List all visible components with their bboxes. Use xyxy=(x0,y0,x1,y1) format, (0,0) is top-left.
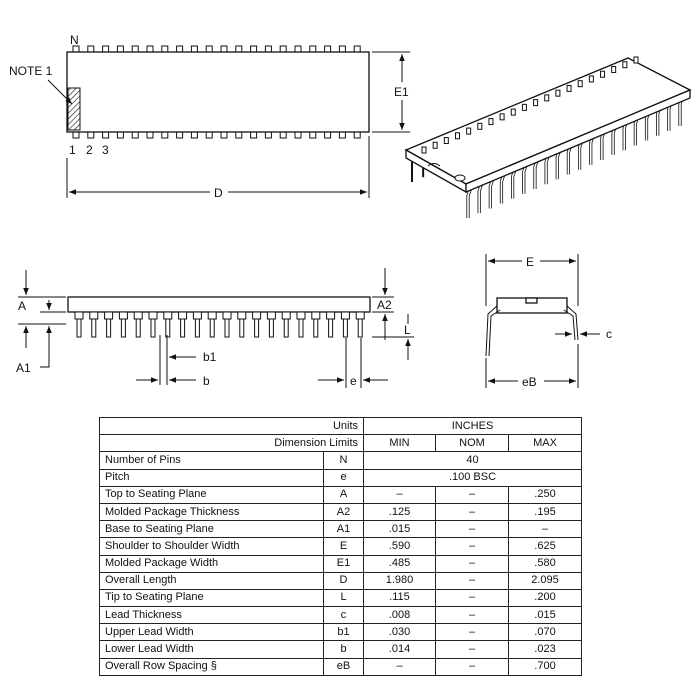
top-pin-upper xyxy=(132,46,138,52)
cell-characteristic: Lower Lead Width xyxy=(100,641,324,658)
cell-nom: – xyxy=(436,503,509,520)
side-pin-lead xyxy=(92,319,96,337)
side-pin-shoulder xyxy=(312,312,320,319)
cell-min: – xyxy=(364,658,436,675)
side-pin-lead xyxy=(329,319,333,337)
table-row xyxy=(100,486,582,503)
table-row xyxy=(100,555,582,572)
label-pin3: 3 xyxy=(102,143,109,157)
side-pin-lead xyxy=(77,319,81,337)
top-view-body xyxy=(67,52,369,132)
side-pin-shoulder xyxy=(297,312,305,319)
cell-symbol: E xyxy=(324,538,364,555)
cell-characteristic: Tip to Seating Plane xyxy=(100,589,324,606)
top-pin-upper xyxy=(325,46,331,52)
cell-nom: – xyxy=(436,589,509,606)
label-n: N xyxy=(70,33,79,47)
side-pin-lead xyxy=(343,319,347,337)
top-pin-lower xyxy=(177,132,183,138)
cell-symbol: N xyxy=(324,452,364,469)
cell-characteristic: Molded Package Width xyxy=(100,555,324,572)
label-c: c xyxy=(606,327,612,341)
iso-stud xyxy=(433,142,437,148)
side-pin-shoulder xyxy=(75,312,83,319)
side-pin-lead xyxy=(240,319,244,337)
units-value: INCHES xyxy=(364,418,582,435)
top-pin-lower xyxy=(73,132,79,138)
iso-stud xyxy=(489,119,493,125)
a1-leader xyxy=(40,326,49,367)
iso-stud xyxy=(455,133,459,139)
side-pin-shoulder xyxy=(223,312,231,319)
iso-stud xyxy=(534,100,538,106)
side-pin-shoulder xyxy=(282,312,290,319)
cell-nom: – xyxy=(436,641,509,658)
top-pin-upper xyxy=(280,46,286,52)
label-pin2: 2 xyxy=(86,143,93,157)
table-row xyxy=(100,658,582,675)
top-pin-lower xyxy=(117,132,123,138)
col-nom: NOM xyxy=(436,435,509,452)
side-pin-shoulder xyxy=(164,312,172,319)
table-row xyxy=(100,624,582,641)
top-pin-upper xyxy=(221,46,227,52)
side-pins xyxy=(75,312,364,337)
end-view-lead-left-inner xyxy=(489,310,500,356)
cell-characteristic: Number of Pins xyxy=(100,452,324,469)
label-b1: b1 xyxy=(203,350,217,364)
cell-characteristic: Shoulder to Shoulder Width xyxy=(100,538,324,555)
cell-nom: – xyxy=(436,555,509,572)
pin1-index-mark xyxy=(68,88,80,130)
side-pin-shoulder xyxy=(327,312,335,319)
cell-max: .015 xyxy=(509,607,582,624)
side-pin-shoulder xyxy=(341,312,349,319)
cell-max: .070 xyxy=(509,624,582,641)
top-pin-lower xyxy=(221,132,227,138)
cell-symbol: A2 xyxy=(324,503,364,520)
side-pin-shoulder xyxy=(193,312,201,319)
label-l: L xyxy=(404,323,411,337)
cell-max: .250 xyxy=(509,486,582,503)
cell-characteristic: Lead Thickness xyxy=(100,607,324,624)
top-pin-lower xyxy=(280,132,286,138)
top-pin-lower xyxy=(325,132,331,138)
cell-min: .015 xyxy=(364,521,436,538)
table-row xyxy=(100,572,582,589)
dimension-table xyxy=(99,417,582,676)
iso-stud xyxy=(500,114,504,120)
side-pin-lead xyxy=(151,319,155,337)
cell-symbol: eB xyxy=(324,658,364,675)
cell-characteristic: Top to Seating Plane xyxy=(100,486,324,503)
iso-stud xyxy=(522,104,526,110)
cell-max: – xyxy=(509,521,582,538)
cell-characteristic: Pitch xyxy=(100,469,324,486)
side-pin-shoulder xyxy=(179,312,187,319)
top-pin-lower xyxy=(162,132,168,138)
cell-value: .100 BSC xyxy=(364,469,582,486)
cell-min: .485 xyxy=(364,555,436,572)
side-pin-shoulder xyxy=(105,312,113,319)
side-pin-shoulder xyxy=(356,312,364,319)
cell-nom: – xyxy=(436,624,509,641)
side-pin-lead xyxy=(181,319,185,337)
iso-stud xyxy=(601,71,605,77)
table-row xyxy=(100,452,582,469)
side-pin-shoulder xyxy=(267,312,275,319)
table-row xyxy=(100,538,582,555)
col-min: MIN xyxy=(364,435,436,452)
side-pin-lead xyxy=(136,319,140,337)
table-header-limits xyxy=(100,435,582,452)
top-pin-upper xyxy=(191,46,197,52)
side-pin-shoulder xyxy=(238,312,246,319)
top-pins-upper xyxy=(73,46,360,52)
side-pin-shoulder xyxy=(119,312,127,319)
label-a1: A1 xyxy=(16,361,31,375)
label-d: D xyxy=(214,186,223,200)
top-pin-upper xyxy=(162,46,168,52)
side-pin-lead xyxy=(314,319,318,337)
top-pin-upper xyxy=(117,46,123,52)
top-pin-upper xyxy=(339,46,345,52)
side-pin-lead xyxy=(195,319,199,337)
isometric-view xyxy=(406,57,690,218)
side-pin-lead xyxy=(166,319,170,337)
iso-stud xyxy=(545,95,549,101)
cell-characteristic: Overall Row Spacing § xyxy=(100,658,324,675)
side-pin-shoulder xyxy=(149,312,157,319)
table-row xyxy=(100,589,582,606)
side-pin-shoulder xyxy=(134,312,142,319)
label-e: e xyxy=(350,374,357,388)
cell-value: 40 xyxy=(364,452,582,469)
label-e1: E1 xyxy=(394,85,409,99)
cell-symbol: D xyxy=(324,572,364,589)
cell-symbol: b xyxy=(324,641,364,658)
cell-symbol: b1 xyxy=(324,624,364,641)
label-a: A xyxy=(18,299,27,313)
side-pin-lead xyxy=(299,319,303,337)
units-label: Units xyxy=(100,418,364,435)
cell-characteristic: Molded Package Thickness xyxy=(100,503,324,520)
cell-nom: – xyxy=(436,572,509,589)
top-pin-upper xyxy=(295,46,301,52)
cell-nom: – xyxy=(436,486,509,503)
dim-limits-label: Dimension Limits xyxy=(100,435,364,452)
cell-characteristic: Base to Seating Plane xyxy=(100,521,324,538)
side-pin-lead xyxy=(269,319,273,337)
table-row xyxy=(100,641,582,658)
cell-nom: – xyxy=(436,538,509,555)
top-pin-lower xyxy=(88,132,94,138)
cell-min: .030 xyxy=(364,624,436,641)
cell-characteristic: Overall Length xyxy=(100,572,324,589)
top-pin-upper xyxy=(103,46,109,52)
end-view-lead-right-inner xyxy=(564,310,575,340)
label-note1: NOTE 1 xyxy=(9,64,53,78)
cell-min: .008 xyxy=(364,607,436,624)
cell-max: .195 xyxy=(509,503,582,520)
iso-stud xyxy=(623,62,627,68)
side-pin-lead xyxy=(121,319,125,337)
iso-stud xyxy=(589,76,593,82)
side-pin-lead xyxy=(225,319,229,337)
iso-stud xyxy=(444,138,448,144)
iso-stud xyxy=(467,128,471,134)
table-row xyxy=(100,607,582,624)
cell-symbol: E1 xyxy=(324,555,364,572)
side-pin-lead xyxy=(107,319,111,337)
cell-max: .200 xyxy=(509,589,582,606)
table-row xyxy=(100,521,582,538)
iso-stud xyxy=(556,90,560,96)
top-pin-upper xyxy=(177,46,183,52)
cell-min: – xyxy=(364,486,436,503)
label-eb: eB xyxy=(522,375,537,389)
top-pins-lower xyxy=(73,132,360,138)
label-pin1: 1 xyxy=(69,143,76,157)
side-pin-lead xyxy=(210,319,214,337)
cell-max: .700 xyxy=(509,658,582,675)
cell-symbol: A1 xyxy=(324,521,364,538)
side-pin-lead xyxy=(358,319,362,337)
cell-min: .014 xyxy=(364,641,436,658)
iso-stud xyxy=(478,123,482,129)
label-b: b xyxy=(203,374,210,388)
top-pin-lower xyxy=(265,132,271,138)
end-view xyxy=(486,254,612,389)
top-pin-lower xyxy=(132,132,138,138)
side-view-body xyxy=(68,297,370,312)
cell-max: .580 xyxy=(509,555,582,572)
cell-max: 2.095 xyxy=(509,572,582,589)
top-pin-upper xyxy=(354,46,360,52)
top-pin-lower xyxy=(354,132,360,138)
table-row xyxy=(100,503,582,520)
table-row xyxy=(100,469,582,486)
side-pin-lead xyxy=(255,319,259,337)
side-pin-shoulder xyxy=(253,312,261,319)
cell-min: .125 xyxy=(364,503,436,520)
top-pin-upper xyxy=(251,46,257,52)
col-max: MAX xyxy=(509,435,582,452)
cell-nom: – xyxy=(436,658,509,675)
cell-symbol: L xyxy=(324,589,364,606)
cell-symbol: e xyxy=(324,469,364,486)
top-pin-upper xyxy=(310,46,316,52)
iso-stud xyxy=(612,66,616,72)
cell-max: .625 xyxy=(509,538,582,555)
top-pin-lower xyxy=(236,132,242,138)
side-pin-shoulder xyxy=(208,312,216,319)
top-view xyxy=(9,33,410,200)
iso-stud xyxy=(511,109,515,115)
iso-pin1-dot xyxy=(455,175,465,181)
top-pin-lower xyxy=(103,132,109,138)
cell-nom: – xyxy=(436,607,509,624)
table-header-units xyxy=(100,418,582,435)
end-view-lead-right xyxy=(567,306,578,340)
end-view-notch xyxy=(526,298,537,303)
cell-characteristic: Upper Lead Width xyxy=(100,624,324,641)
top-pin-lower xyxy=(147,132,153,138)
top-pin-lower xyxy=(310,132,316,138)
top-pin-upper xyxy=(147,46,153,52)
label-e-width: E xyxy=(526,255,535,269)
cell-min: 1.980 xyxy=(364,572,436,589)
top-pin-upper xyxy=(236,46,242,52)
side-pin-lead xyxy=(284,319,288,337)
top-pin-upper xyxy=(265,46,271,52)
side-pin-shoulder xyxy=(90,312,98,319)
iso-stud xyxy=(422,147,426,153)
side-view xyxy=(16,268,414,388)
top-pin-upper xyxy=(88,46,94,52)
cell-symbol: A xyxy=(324,486,364,503)
top-pin-lower xyxy=(206,132,212,138)
iso-stud xyxy=(567,85,571,91)
top-pin-upper xyxy=(206,46,212,52)
cell-min: .590 xyxy=(364,538,436,555)
iso-stud xyxy=(634,57,638,63)
top-pin-lower xyxy=(339,132,345,138)
top-pin-lower xyxy=(191,132,197,138)
top-pin-lower xyxy=(295,132,301,138)
label-a2: A2 xyxy=(377,298,392,312)
cell-symbol: c xyxy=(324,607,364,624)
cell-min: .115 xyxy=(364,589,436,606)
iso-stud xyxy=(578,81,582,87)
cell-nom: – xyxy=(436,521,509,538)
cell-max: .023 xyxy=(509,641,582,658)
top-pin-lower xyxy=(251,132,257,138)
